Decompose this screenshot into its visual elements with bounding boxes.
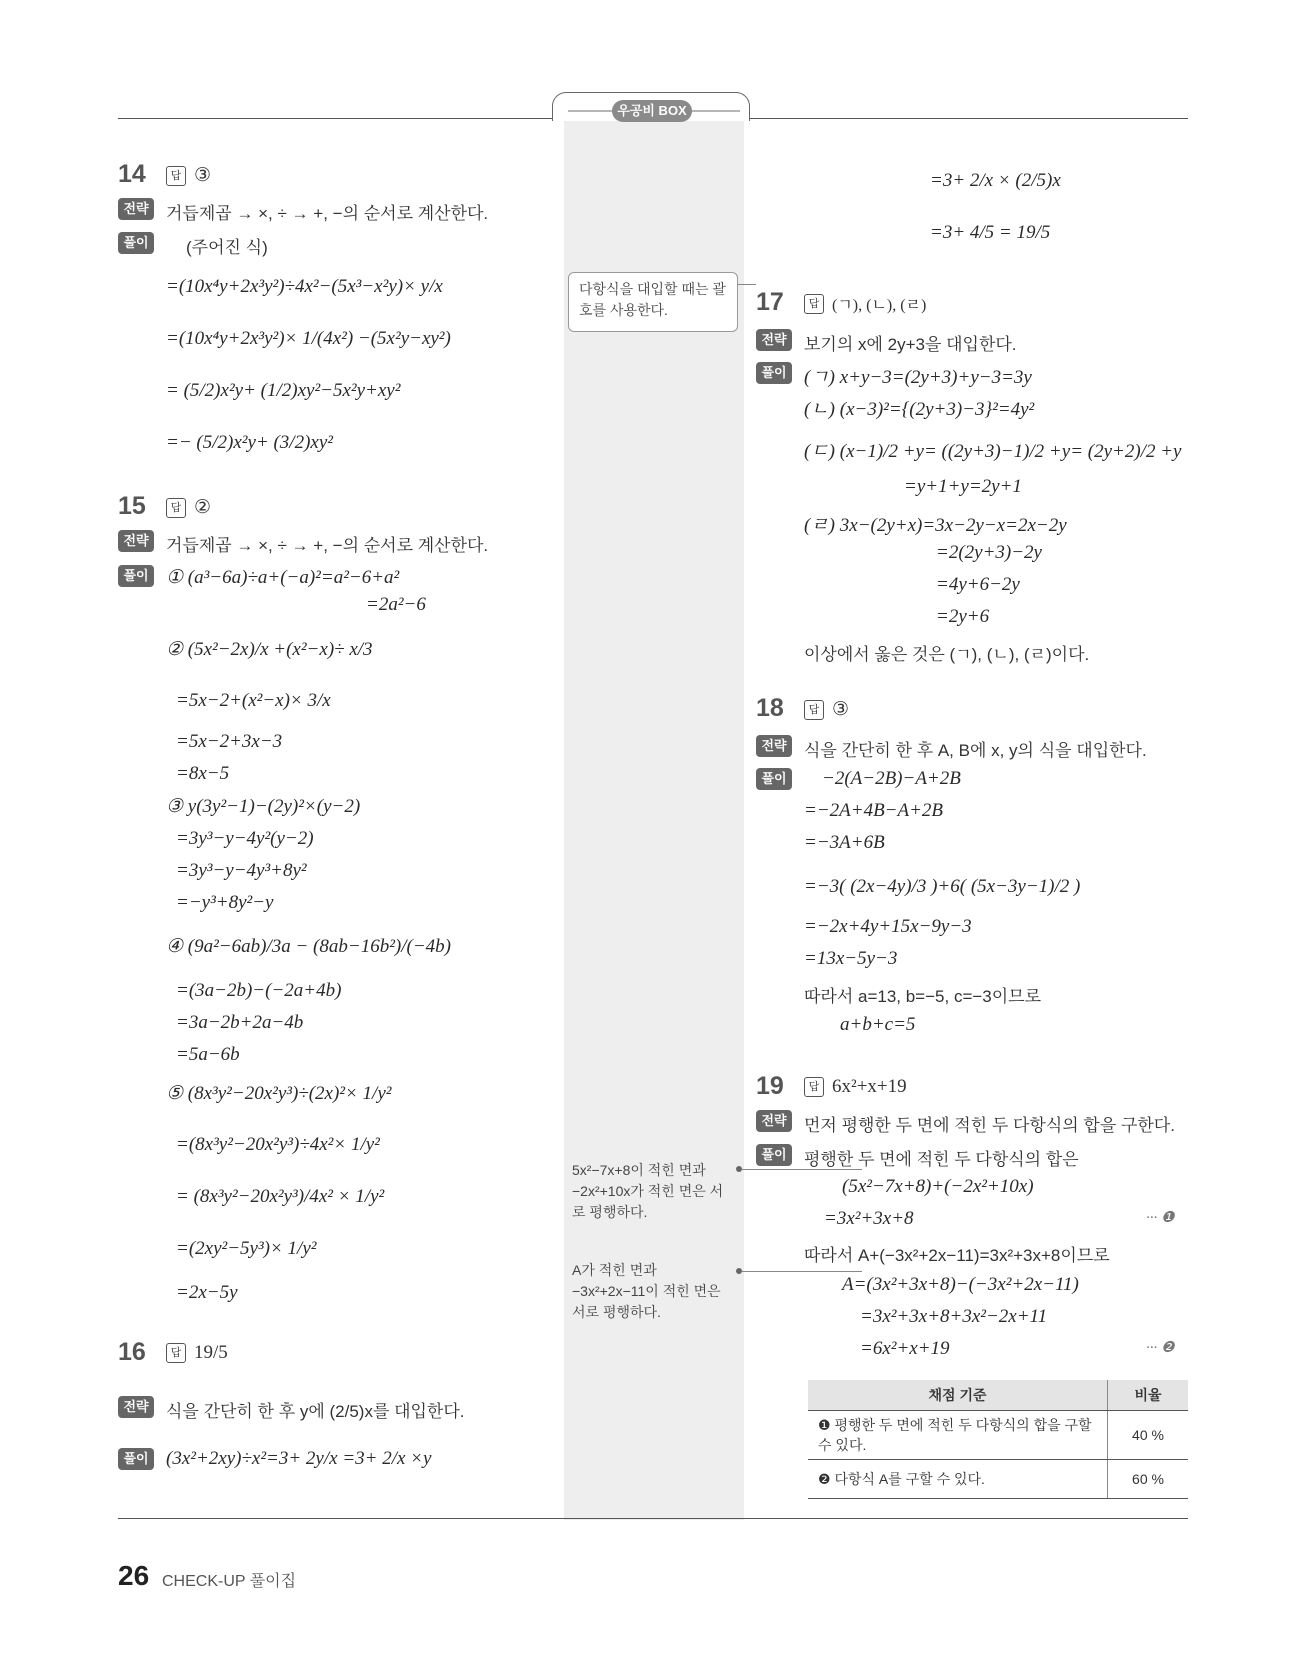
problem-number: 17 [756, 288, 784, 316]
solution-line: =5a−6b [176, 1044, 240, 1065]
answer [166, 164, 211, 187]
problem-number: 15 [118, 492, 146, 520]
solution-line: =3x²+3x+8 [824, 1208, 914, 1229]
solution-line: =3y³−y−4y²(y−2) [176, 828, 314, 849]
solution-line: (3x²+2xy)÷x²=3+ 2y/x =3+ 2/x ×y [166, 1448, 432, 1469]
answer-value: ② [194, 497, 212, 518]
solution-line: 따라서 a=13, b=−5, c=−3이므로 [804, 987, 1042, 1006]
grading-header-ratio: 비율 [1108, 1380, 1189, 1411]
leader-line [742, 1271, 862, 1272]
answer-badge: 답 [166, 1343, 186, 1363]
solution-conclusion: 이상에서 옳은 것은 (ㄱ), (ㄴ), (ㄹ)이다. [804, 645, 1090, 664]
box-dots-left [568, 110, 612, 112]
solution-tag: 풀이 [118, 232, 154, 254]
strategy-text: 식을 간단히 한 후 A, B에 x, y의 식을 대입한다. [804, 741, 1147, 760]
solution-tag: 풀이 [756, 362, 792, 384]
solution-line: ② (5x²−2x)/x +(x²−x)÷ x/3 [166, 639, 373, 660]
solution-line: =−y³+8y²−y [176, 892, 274, 913]
strategy-text: 먼저 평행한 두 면에 적힌 두 다항식의 합을 구한다. [804, 1116, 1175, 1135]
solution-line: =−2x+4y+15x−9y−3 [804, 916, 972, 937]
solution-tag: 풀이 [756, 1144, 792, 1166]
solution-line: =(2xy²−5y³)× 1/y² [176, 1238, 317, 1259]
grading-header-criterion: 채점 기준 [808, 1380, 1108, 1411]
problem-number: 16 [118, 1338, 146, 1366]
solution-tag: 풀이 [118, 1448, 154, 1470]
solution-line: =4y+6−2y [936, 574, 1020, 595]
solution-line: =13x−5y−3 [804, 948, 898, 969]
answer-value: ③ [194, 165, 212, 186]
leader-line [742, 1169, 862, 1170]
strategy-tag: 전략 [756, 735, 792, 757]
strategy-tag: 전략 [118, 198, 154, 220]
top-rule-right [748, 118, 1188, 119]
grading-ratio: 40 % [1108, 1411, 1189, 1460]
solution-line: =8x−5 [176, 763, 230, 784]
answer-badge: 답 [804, 700, 824, 720]
side-note-box [568, 272, 738, 332]
grading-table [808, 1380, 1188, 1499]
strategy-text: 식을 간단히 한 후 y에 (2/5)x를 대입한다. [166, 1402, 465, 1421]
solution-line: =3a−2b+2a−4b [176, 1012, 304, 1033]
solution-line: =3+ 2/x × (2/5)x [930, 170, 1061, 191]
solution-line: =(8x³y²−20x²y³)÷4x²× 1/y² [176, 1134, 380, 1155]
solution-line: −2(A−2B)−A+2B [822, 768, 961, 789]
top-rule-left [118, 118, 552, 119]
answer [804, 292, 926, 315]
answer-badge: 답 [804, 294, 824, 314]
box-label: 우공비 BOX [612, 100, 692, 122]
answer [166, 496, 211, 519]
solution-line: =2x−5y [176, 1282, 238, 1303]
solution-line: =−3A+6B [804, 832, 885, 853]
strategy-text: 거듭제곱 → ×, ÷ → +, −의 순서로 계산한다. [166, 536, 489, 555]
grading-header-row [808, 1380, 1188, 1411]
solution-line: = (5/2)x²y+ (1/2)xy²−5x²y+xy² [166, 380, 401, 401]
grading-row [808, 1460, 1188, 1499]
box-dots-right [692, 110, 740, 112]
solution-tag: 풀이 [118, 565, 154, 587]
solution-line: A=(3x²+3x+8)−(−3x²+2x−11) [842, 1274, 1079, 1295]
answer-badge: 답 [166, 166, 186, 186]
strategy-tag: 전략 [756, 329, 792, 351]
solution-line: =5x−2+(x²−x)× 3/x [176, 690, 331, 711]
answer [166, 1342, 228, 1364]
solution-tag: 풀이 [756, 768, 792, 790]
grading-row [808, 1411, 1188, 1460]
step-mark: ··· ❶ [1146, 1210, 1175, 1226]
solution-line: =−2A+4B−A+2B [804, 800, 944, 821]
solution-line: =y+1+y=2y+1 [904, 476, 1022, 497]
solution-line: (ㄴ) (x−3)²={(2y+3)−3}²=4y² [804, 399, 1035, 420]
solution-line: =2y+6 [936, 606, 990, 627]
step-mark: ··· ❷ [1146, 1340, 1175, 1356]
solution-line: a+b+c=5 [840, 1014, 916, 1035]
solution-line: =2a²−6 [366, 594, 426, 615]
grading-ratio: 60 % [1108, 1460, 1189, 1499]
solution-line: =2(2y+3)−2y [936, 542, 1042, 563]
solution-line: =(10x⁴y+2x³y²)÷4x²−(5x³−x²y)× y/x [166, 276, 443, 297]
strategy-text: 거듭제곱 → ×, ÷ → +, −의 순서로 계산한다. [166, 204, 489, 223]
solution-line: (5x²−7x+8)+(−2x²+10x) [842, 1176, 1034, 1197]
answer-value: 19/5 [194, 1342, 228, 1363]
footer-title: CHECK-UP 풀이집 [162, 1573, 297, 1590]
strategy-text: 보기의 x에 2y+3을 대입한다. [804, 335, 1017, 354]
solution-line: (주어진 식) [186, 238, 268, 257]
side-note-text: 5x²−7x+8이 적힌 면과 −2x²+10x가 적힌 면은 서로 평행하다. [572, 1162, 724, 1220]
side-note-text: 다항식을 대입할 때는 괄호를 사용한다. [579, 281, 726, 318]
strategy-tag: 전략 [118, 530, 154, 552]
grading-criterion: ❷ 다항식 A를 구할 수 있다. [808, 1460, 1108, 1499]
solution-line: (ㄷ) (x−1)/2 +y= ((2y+3)−1)/2 +y= (2y+2)/2 +y [804, 441, 1182, 462]
strategy-tag: 전략 [756, 1110, 792, 1132]
solution-line: =(3a−2b)−(−2a+4b) [176, 980, 342, 1001]
problem-number: 18 [756, 694, 784, 722]
solution-line: =3x²+3x+8+3x²−2x+11 [860, 1306, 1048, 1327]
solution-line: ⑤ (8x³y²−20x²y³)÷(2x)²× 1/y² [166, 1083, 392, 1104]
solution-line: =−3( (2x−4y)/3 )+6( (5x−3y−1)/2 ) [804, 876, 1081, 897]
solution-line: = (8x³y²−20x²y³)/4x² × 1/y² [176, 1186, 385, 1207]
solution-line: 따라서 A+(−3x²+2x−11)=3x²+3x+8이므로 [804, 1246, 1110, 1265]
solution-line: 평행한 두 면에 적힌 두 다항식의 합은 [804, 1150, 1079, 1169]
answer [804, 698, 849, 721]
solution-line: ③ y(3y²−1)−(2y)²×(y−2) [166, 796, 361, 817]
answer-value: (ㄱ), (ㄴ), (ㄹ) [832, 297, 927, 314]
grading-criterion: ❶ 평행한 두 면에 적힌 두 다항식의 합을 구할 수 있다. [808, 1411, 1108, 1460]
problem-number: 14 [118, 160, 146, 188]
answer-badge: 답 [166, 498, 186, 518]
bottom-rule [118, 1518, 1188, 1519]
leader-line [738, 284, 756, 285]
solution-line: ① (a³−6a)÷a+(−a)²=a²−6+a² [166, 567, 400, 588]
solution-line: =5x−2+3x−3 [176, 731, 283, 752]
solution-line: =− (5/2)x²y+ (3/2)xy² [166, 432, 333, 453]
strategy-tag: 전략 [118, 1396, 154, 1418]
solution-line: =3y³−y−4y³+8y² [176, 860, 307, 881]
answer-value: ③ [832, 699, 850, 720]
solution-line: ④ (9a²−6ab)/3a − (8ab−16b²)/(−4b) [166, 936, 451, 957]
answer-value: 6x²+x+19 [832, 1076, 907, 1097]
page-number: 26 [118, 1560, 150, 1591]
problem-number: 19 [756, 1072, 784, 1100]
solution-line: (ㄱ) x+y−3=(2y+3)+y−3=3y [804, 367, 1032, 388]
solution-line: =3+ 4/5 = 19/5 [930, 222, 1051, 243]
answer-badge: 답 [804, 1077, 824, 1097]
solution-line: =6x²+x+19 [860, 1338, 950, 1359]
side-note-text: A가 적힌 면과 −3x²+2x−11이 적힌 면은 서로 평행하다. [572, 1262, 721, 1320]
solution-line: =(10x⁴y+2x³y²)× 1/(4x²) −(5x²y−xy²) [166, 328, 451, 349]
solution-line: (ㄹ) 3x−(2y+x)=3x−2y−x=2x−2y [804, 515, 1067, 536]
answer [804, 1076, 907, 1098]
